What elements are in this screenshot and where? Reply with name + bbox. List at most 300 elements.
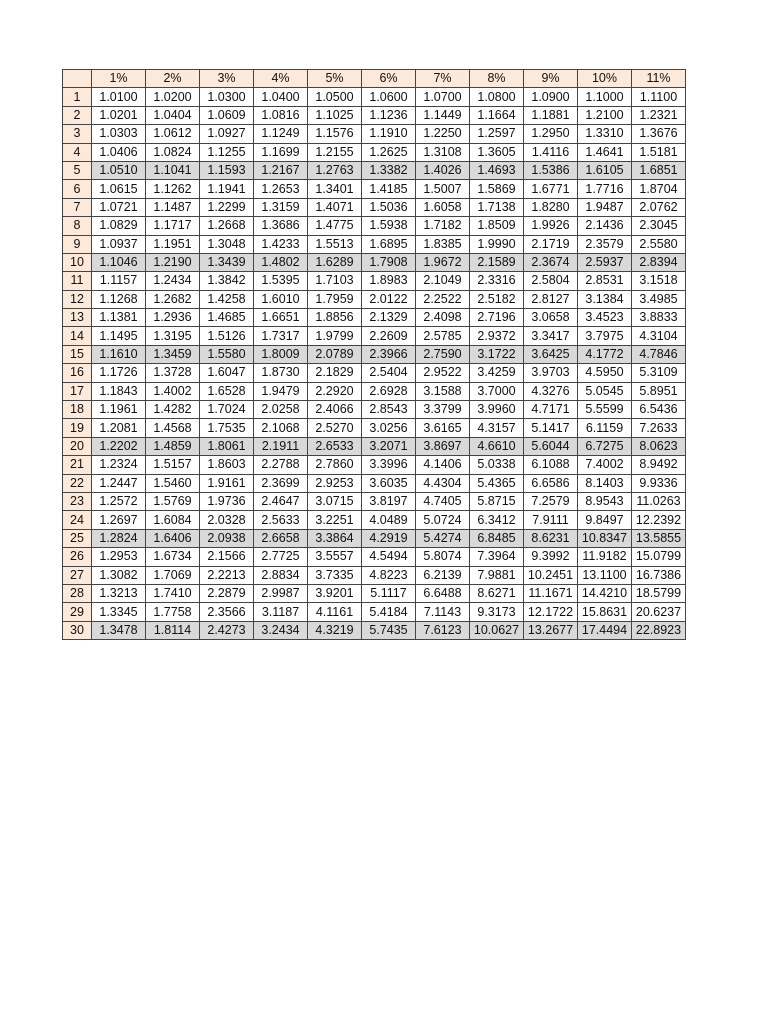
factor-cell: 3.0658: [524, 309, 578, 327]
factor-cell: 6.1088: [524, 456, 578, 474]
factor-cell: 18.5799: [632, 584, 686, 602]
factor-cell: 1.6528: [200, 382, 254, 400]
factor-cell: 1.1664: [470, 106, 524, 124]
factor-cell: 3.9201: [308, 584, 362, 602]
factor-cell: 3.7335: [308, 566, 362, 584]
factor-cell: 1.6289: [308, 253, 362, 271]
factor-cell: 7.6123: [416, 621, 470, 639]
factor-cell: 4.3276: [524, 382, 578, 400]
factor-cell: 8.6231: [524, 529, 578, 547]
factor-cell: 1.6084: [146, 511, 200, 529]
factor-cell: 3.4985: [632, 290, 686, 308]
factor-cell: 1.1487: [146, 198, 200, 216]
factor-cell: 7.1143: [416, 603, 470, 621]
factor-cell: 1.3345: [92, 603, 146, 621]
factor-cell: 1.2155: [308, 143, 362, 161]
factor-cell: 1.4802: [254, 253, 308, 271]
table-row: [63, 492, 686, 510]
period-label: 8: [63, 217, 92, 235]
table-row: [63, 566, 686, 584]
factor-cell: 4.3219: [308, 621, 362, 639]
factor-cell: 1.3048: [200, 235, 254, 253]
column-header-rate: 2%: [146, 70, 200, 88]
period-label: 7: [63, 198, 92, 216]
factor-cell: 3.8697: [416, 437, 470, 455]
factor-cell: 1.1576: [308, 125, 362, 143]
factor-cell: 1.8983: [362, 272, 416, 290]
table-row: [63, 272, 686, 290]
factor-cell: 1.3478: [92, 621, 146, 639]
factor-cell: 1.9799: [308, 327, 362, 345]
factor-cell: 1.4116: [524, 143, 578, 161]
factor-cell: 1.3676: [632, 125, 686, 143]
column-header-rate: 9%: [524, 70, 578, 88]
period-label: 22: [63, 474, 92, 492]
factor-cell: 11.0263: [632, 492, 686, 510]
factor-cell: 1.1046: [92, 253, 146, 271]
column-header-rate: 7%: [416, 70, 470, 88]
factor-cell: 2.5633: [254, 511, 308, 529]
factor-cell: 1.7908: [362, 253, 416, 271]
factor-cell: 1.1381: [92, 309, 146, 327]
factor-cell: 8.9543: [578, 492, 632, 510]
factor-cell: 8.1403: [578, 474, 632, 492]
factor-cell: 1.8603: [200, 456, 254, 474]
factor-cell: 2.1719: [524, 235, 578, 253]
factor-cell: 1.1610: [92, 345, 146, 363]
factor-cell: 2.2213: [200, 566, 254, 584]
factor-cell: 5.1417: [524, 419, 578, 437]
period-label: 26: [63, 548, 92, 566]
factor-cell: 1.9479: [254, 382, 308, 400]
factor-cell: 1.9672: [416, 253, 470, 271]
factor-cell: 3.4523: [578, 309, 632, 327]
factor-cell: 4.4304: [416, 474, 470, 492]
factor-cell: 1.0510: [92, 161, 146, 179]
factor-cell: 1.1262: [146, 180, 200, 198]
period-label: 13: [63, 309, 92, 327]
factor-cell: 1.4185: [362, 180, 416, 198]
factor-cell: 1.4002: [146, 382, 200, 400]
factor-cell: 2.5785: [416, 327, 470, 345]
factor-cell: 1.0609: [200, 106, 254, 124]
factor-cell: 4.3104: [632, 327, 686, 345]
table-row: [63, 529, 686, 547]
factor-cell: 2.4273: [200, 621, 254, 639]
factor-cell: 1.2824: [92, 529, 146, 547]
factor-cell: 3.1722: [470, 345, 524, 363]
factor-cell: 1.3605: [470, 143, 524, 161]
period-label: 2: [63, 106, 92, 124]
factor-cell: 6.7275: [578, 437, 632, 455]
factor-cell: 4.5950: [578, 364, 632, 382]
period-label: 4: [63, 143, 92, 161]
period-label: 24: [63, 511, 92, 529]
factor-cell: 1.7317: [254, 327, 308, 345]
factor-cell: 1.0100: [92, 88, 146, 106]
table-row: [63, 217, 686, 235]
table-row: [63, 548, 686, 566]
factor-cell: 4.3157: [470, 419, 524, 437]
factor-cell: 1.5395: [254, 272, 308, 290]
table-row: [63, 345, 686, 363]
factor-cell: 2.1829: [308, 364, 362, 382]
factor-cell: 13.2677: [524, 621, 578, 639]
period-label: 9: [63, 235, 92, 253]
factor-cell: 17.4494: [578, 621, 632, 639]
factor-cell: 6.6586: [524, 474, 578, 492]
period-label: 25: [63, 529, 92, 547]
factor-cell: 3.1384: [578, 290, 632, 308]
factor-cell: 13.5855: [632, 529, 686, 547]
table-row: [63, 456, 686, 474]
factor-cell: 1.0829: [92, 217, 146, 235]
period-label: 28: [63, 584, 92, 602]
corner-header-cell: [63, 70, 92, 88]
period-label: 3: [63, 125, 92, 143]
factor-cell: 3.3996: [362, 456, 416, 474]
factor-cell: 2.0938: [200, 529, 254, 547]
factor-cell: 1.0303: [92, 125, 146, 143]
factor-cell: 1.8009: [254, 345, 308, 363]
factor-cell: 1.4859: [146, 437, 200, 455]
factor-cell: 1.0500: [308, 88, 362, 106]
period-label: 29: [63, 603, 92, 621]
factor-cell: 1.2434: [146, 272, 200, 290]
factor-cell: 1.1717: [146, 217, 200, 235]
factor-cell: 22.8923: [632, 621, 686, 639]
factor-cell: 1.5126: [200, 327, 254, 345]
factor-cell: 3.3799: [416, 401, 470, 419]
factor-cell: 1.2953: [92, 548, 146, 566]
factor-cell: 6.2139: [416, 566, 470, 584]
factor-cell: 1.2299: [200, 198, 254, 216]
period-label: 19: [63, 419, 92, 437]
factor-cell: 1.3082: [92, 566, 146, 584]
factor-cell: 5.4184: [362, 603, 416, 621]
factor-cell: 2.1436: [578, 217, 632, 235]
factor-cell: 2.0328: [200, 511, 254, 529]
factor-cell: 2.9522: [416, 364, 470, 382]
factor-cell: 2.8127: [524, 290, 578, 308]
factor-cell: 2.0258: [254, 401, 308, 419]
factor-cell: 1.4693: [470, 161, 524, 179]
factor-cell: 1.4775: [308, 217, 362, 235]
factor-cell: 4.1772: [578, 345, 632, 363]
period-label: 21: [63, 456, 92, 474]
factor-cell: 2.7196: [470, 309, 524, 327]
factor-cell: 3.6165: [416, 419, 470, 437]
factor-cell: 3.3417: [524, 327, 578, 345]
factor-cell: 5.0724: [416, 511, 470, 529]
table-row: [63, 401, 686, 419]
factor-cell: 1.0400: [254, 88, 308, 106]
factor-cell: 3.4259: [470, 364, 524, 382]
factor-cell: 1.8704: [632, 180, 686, 198]
factor-cell: 1.3213: [92, 584, 146, 602]
factor-cell: 16.7386: [632, 566, 686, 584]
factor-cell: 3.1518: [632, 272, 686, 290]
factor-cell: 1.9161: [200, 474, 254, 492]
factor-cell: 1.0700: [416, 88, 470, 106]
factor-cell: 3.8197: [362, 492, 416, 510]
column-header-rate: 4%: [254, 70, 308, 88]
factor-cell: 3.1187: [254, 603, 308, 621]
factor-cell: 2.2788: [254, 456, 308, 474]
factor-cell: 1.1449: [416, 106, 470, 124]
factor-cell: 1.5869: [470, 180, 524, 198]
factor-cell: 1.8385: [416, 235, 470, 253]
factor-cell: 1.7069: [146, 566, 200, 584]
factor-cell: 1.1951: [146, 235, 200, 253]
factor-cell: 1.1000: [578, 88, 632, 106]
table-row: [63, 309, 686, 327]
factor-cell: 1.5769: [146, 492, 200, 510]
factor-cell: 1.0927: [200, 125, 254, 143]
factor-cell: 5.0338: [470, 456, 524, 474]
factor-cell: 3.7975: [578, 327, 632, 345]
factor-cell: 1.1157: [92, 272, 146, 290]
factor-cell: 4.6610: [470, 437, 524, 455]
factor-cell: 1.4258: [200, 290, 254, 308]
factor-cell: 1.1268: [92, 290, 146, 308]
factor-cell: 1.8509: [470, 217, 524, 235]
factor-cell: 1.2100: [578, 106, 632, 124]
factor-cell: 5.8715: [470, 492, 524, 510]
factor-cell: 2.1566: [200, 548, 254, 566]
factor-cell: 1.7138: [470, 198, 524, 216]
column-header-rate: 8%: [470, 70, 524, 88]
factor-cell: 1.1699: [254, 143, 308, 161]
factor-cell: 2.3566: [200, 603, 254, 621]
factor-cell: 3.1588: [416, 382, 470, 400]
factor-cell: 1.0615: [92, 180, 146, 198]
factor-cell: 2.6658: [254, 529, 308, 547]
factor-cell: 2.5182: [470, 290, 524, 308]
factor-cell: 6.3412: [470, 511, 524, 529]
factor-cell: 9.3173: [470, 603, 524, 621]
factor-cell: 2.8543: [362, 401, 416, 419]
factor-cell: 2.1589: [470, 253, 524, 271]
factor-cell: 2.8531: [578, 272, 632, 290]
factor-cell: 3.5557: [308, 548, 362, 566]
factor-cell: 2.3316: [470, 272, 524, 290]
factor-cell: 2.8394: [632, 253, 686, 271]
table-row: [63, 143, 686, 161]
factor-cell: 13.1100: [578, 566, 632, 584]
factor-cell: 1.6010: [254, 290, 308, 308]
factor-cell: 1.1495: [92, 327, 146, 345]
factor-cell: 1.2653: [254, 180, 308, 198]
period-label: 6: [63, 180, 92, 198]
factor-cell: 1.3459: [146, 345, 200, 363]
period-label: 16: [63, 364, 92, 382]
factor-cell: 12.2392: [632, 511, 686, 529]
table-row: [63, 327, 686, 345]
factor-cell: 1.7024: [200, 401, 254, 419]
factor-cell: 2.4098: [416, 309, 470, 327]
period-label: 12: [63, 290, 92, 308]
factor-cell: 2.0789: [308, 345, 362, 363]
factor-cell: 2.1068: [254, 419, 308, 437]
factor-cell: 3.2251: [308, 511, 362, 529]
factor-cell: 1.2950: [524, 125, 578, 143]
column-header-rate: 6%: [362, 70, 416, 88]
factor-cell: 1.2202: [92, 437, 146, 455]
factor-cell: 2.5270: [308, 419, 362, 437]
factor-cell: 1.2167: [254, 161, 308, 179]
factor-cell: 2.9987: [254, 584, 308, 602]
factor-cell: 1.5007: [416, 180, 470, 198]
column-header-rate: 5%: [308, 70, 362, 88]
factor-cell: 1.7959: [308, 290, 362, 308]
factor-cell: 1.0900: [524, 88, 578, 106]
factor-cell: 2.3045: [632, 217, 686, 235]
factor-cell: 1.2447: [92, 474, 146, 492]
factor-cell: 1.2697: [92, 511, 146, 529]
factor-cell: 2.3674: [524, 253, 578, 271]
factor-cell: 1.8061: [200, 437, 254, 455]
factor-cell: 9.8497: [578, 511, 632, 529]
factor-cell: 1.1843: [92, 382, 146, 400]
factor-cell: 1.0201: [92, 106, 146, 124]
factor-cell: 1.2597: [470, 125, 524, 143]
factor-cell: 3.9703: [524, 364, 578, 382]
period-label: 1: [63, 88, 92, 106]
table-row: [63, 621, 686, 639]
factor-cell: 2.7590: [416, 345, 470, 363]
factor-cell: 5.1117: [362, 584, 416, 602]
period-label: 18: [63, 401, 92, 419]
factor-cell: 4.7405: [416, 492, 470, 510]
factor-cell: 1.6105: [578, 161, 632, 179]
future-value-factor-table: [62, 69, 686, 640]
factor-cell: 2.5580: [632, 235, 686, 253]
factor-cell: 1.5181: [632, 143, 686, 161]
factor-cell: 1.5157: [146, 456, 200, 474]
table-row: [63, 511, 686, 529]
factor-cell: 1.7103: [308, 272, 362, 290]
factor-cell: 2.7860: [308, 456, 362, 474]
table-row: [63, 125, 686, 143]
factor-cell: 3.2071: [362, 437, 416, 455]
factor-cell: 1.4685: [200, 309, 254, 327]
factor-cell: 1.3728: [146, 364, 200, 382]
factor-cell: 2.9253: [308, 474, 362, 492]
factor-cell: 1.4071: [308, 198, 362, 216]
factor-cell: 1.1100: [632, 88, 686, 106]
factor-cell: 1.6058: [416, 198, 470, 216]
factor-cell: 1.5460: [146, 474, 200, 492]
factor-cell: 8.9492: [632, 456, 686, 474]
factor-cell: 1.2668: [200, 217, 254, 235]
factor-cell: 2.8834: [254, 566, 308, 584]
factor-cell: 2.2920: [308, 382, 362, 400]
period-label: 20: [63, 437, 92, 455]
factor-cell: 1.4026: [416, 161, 470, 179]
factor-cell: 1.1025: [308, 106, 362, 124]
period-label: 14: [63, 327, 92, 345]
factor-cell: 14.4210: [578, 584, 632, 602]
factor-cell: 1.9990: [470, 235, 524, 253]
factor-cell: 1.2572: [92, 492, 146, 510]
factor-cell: 3.7000: [470, 382, 524, 400]
factor-cell: 3.3864: [308, 529, 362, 547]
factor-cell: 3.6425: [524, 345, 578, 363]
factor-cell: 1.0200: [146, 88, 200, 106]
factor-cell: 2.6928: [362, 382, 416, 400]
factor-cell: 5.8951: [632, 382, 686, 400]
factor-cell: 2.5937: [578, 253, 632, 271]
factor-cell: 11.1671: [524, 584, 578, 602]
factor-cell: 1.0824: [146, 143, 200, 161]
factor-cell: 8.6271: [470, 584, 524, 602]
factor-cell: 1.3159: [254, 198, 308, 216]
factor-cell: 1.3195: [146, 327, 200, 345]
factor-cell: 5.5599: [578, 401, 632, 419]
factor-cell: 1.1961: [92, 401, 146, 419]
table-row: [63, 419, 686, 437]
factor-cell: 1.5386: [524, 161, 578, 179]
factor-cell: 1.2936: [146, 309, 200, 327]
factor-cell: 2.3966: [362, 345, 416, 363]
factor-cell: 4.1406: [416, 456, 470, 474]
factor-cell: 1.4641: [578, 143, 632, 161]
factor-cell: 10.2451: [524, 566, 578, 584]
table-row: [63, 474, 686, 492]
table-row: [63, 198, 686, 216]
factor-cell: 1.6047: [200, 364, 254, 382]
factor-cell: 1.4282: [146, 401, 200, 419]
factor-cell: 2.5804: [524, 272, 578, 290]
factor-cell: 1.1593: [200, 161, 254, 179]
factor-cell: 6.8485: [470, 529, 524, 547]
factor-cell: 1.1910: [362, 125, 416, 143]
factor-cell: 1.8280: [524, 198, 578, 216]
factor-cell: 4.0489: [362, 511, 416, 529]
table-row: [63, 88, 686, 106]
factor-cell: 1.1236: [362, 106, 416, 124]
factor-cell: 1.3108: [416, 143, 470, 161]
factor-cell: 2.1049: [416, 272, 470, 290]
factor-cell: 1.7758: [146, 603, 200, 621]
factor-cell: 2.6533: [308, 437, 362, 455]
period-label: 17: [63, 382, 92, 400]
table-row: [63, 180, 686, 198]
factor-cell: 2.0122: [362, 290, 416, 308]
factor-cell: 15.0799: [632, 548, 686, 566]
factor-cell: 1.3310: [578, 125, 632, 143]
table-row: [63, 603, 686, 621]
factor-cell: 1.0600: [362, 88, 416, 106]
period-label: 30: [63, 621, 92, 639]
column-header-rate: 11%: [632, 70, 686, 88]
factor-cell: 3.0715: [308, 492, 362, 510]
factor-cell: 1.9736: [200, 492, 254, 510]
factor-cell: 3.6035: [362, 474, 416, 492]
table-row: [63, 364, 686, 382]
factor-cell: 3.9960: [470, 401, 524, 419]
factor-cell: 2.0762: [632, 198, 686, 216]
period-label: 23: [63, 492, 92, 510]
factor-cell: 15.8631: [578, 603, 632, 621]
factor-cell: 1.5513: [308, 235, 362, 253]
factor-cell: 2.3579: [578, 235, 632, 253]
factor-cell: 8.0623: [632, 437, 686, 455]
factor-cell: 4.7171: [524, 401, 578, 419]
factor-cell: 1.0721: [92, 198, 146, 216]
factor-cell: 9.9336: [632, 474, 686, 492]
